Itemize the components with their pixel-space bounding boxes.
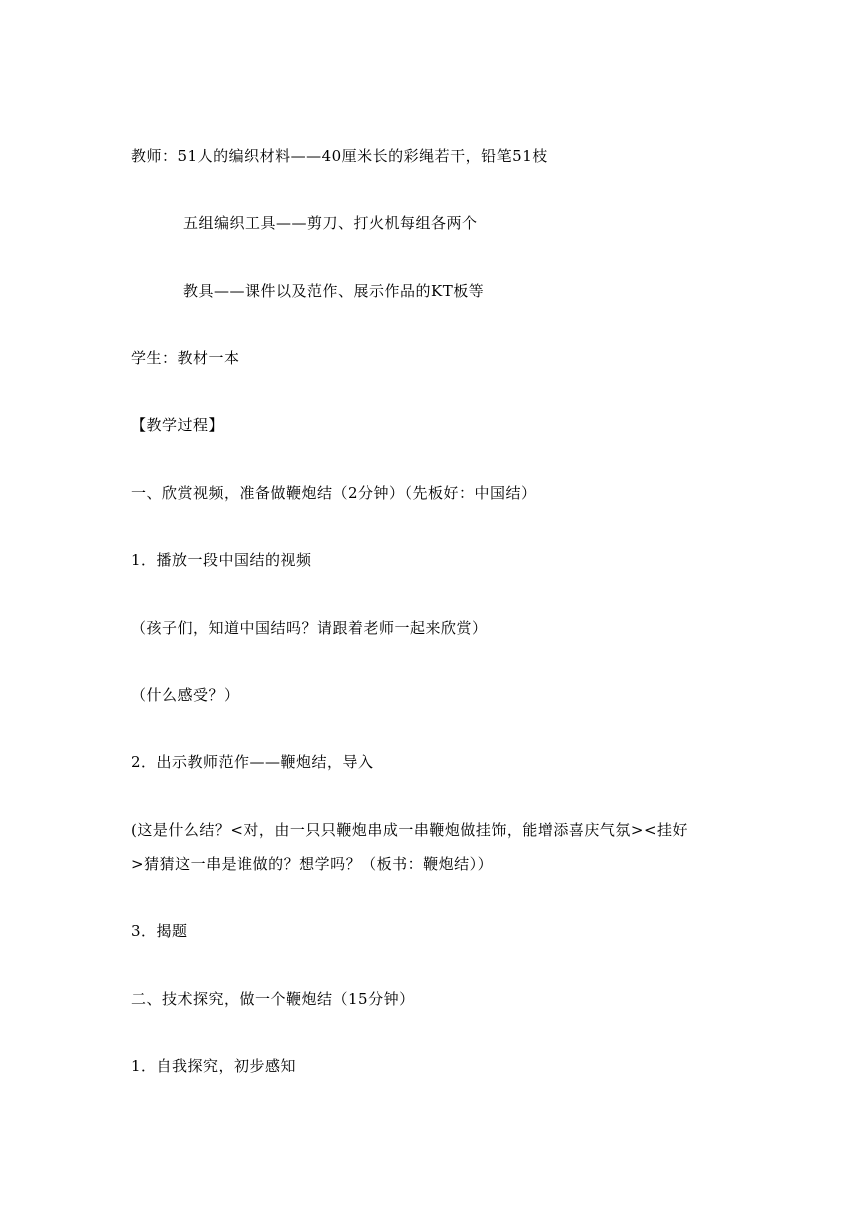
step1-item2-dialogue-line2: >猜猜这一串是谁做的？想学吗？（板书：鞭炮结）） (131, 855, 494, 873)
section-heading-teaching-process: 【教学过程】 (131, 416, 225, 434)
prep-teacher-group-tools: 五组编织工具——剪刀、打火机每组各两个 (183, 214, 478, 232)
step1-item1-question2: （什么感受？） (131, 686, 240, 704)
prep-teacher-aids: 教具——课件以及范作、展示作品的KT板等 (183, 282, 485, 300)
step1-item2: 2．出示教师范作——鞭炮结，导入 (131, 753, 374, 771)
step1-heading: 一、欣赏视频，准备做鞭炮结（2分钟）（先板好：中国结） (131, 484, 537, 502)
step1-item2-dialogue-line1: (这是什么结？<对，由一只只鞭炮串成一串鞭炮做挂饰，能增添喜庆气氛><挂好 (131, 821, 689, 839)
prep-teacher-materials: 教师：51人的编织材料——40厘米长的彩绳若干，铅笔51枝 (131, 147, 548, 165)
step1-item1-question1: （孩子们，知道中国结吗？请跟着老师一起来欣赏） (131, 619, 488, 637)
prep-student-materials: 学生：教材一本 (131, 349, 240, 367)
step2-heading: 二、技术探究，做一个鞭炮结（15分钟） (131, 990, 415, 1008)
step1-item3: 3．揭题 (131, 922, 188, 940)
step2-item1: 1．自我探究，初步感知 (131, 1057, 297, 1075)
step1-item1: 1．播放一段中国结的视频 (131, 551, 312, 569)
